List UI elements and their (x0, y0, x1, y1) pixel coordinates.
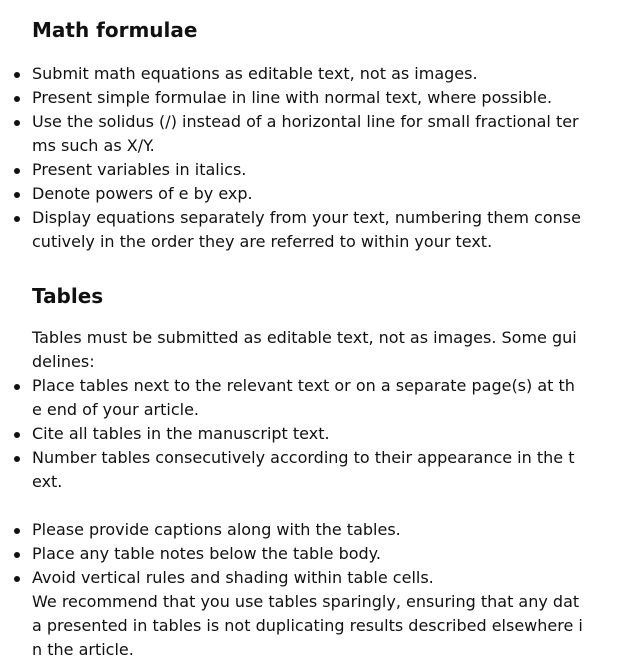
list-item: Use the solidus (/) instead of a horizontal line for small fractional terms such as X/Y. (32, 110, 584, 158)
list-item: Place tables next to the relevant text or on a separate page(s) at the end of your article. (32, 374, 584, 422)
list-spacer (32, 494, 584, 518)
tables-caption-guidelines-list (32, 518, 584, 590)
list-item: Cite all tables in the manuscript text. (32, 422, 584, 446)
list-item: Present simple formulae in line with normal text, where possible. (32, 86, 584, 110)
guidelines-content (32, 16, 584, 662)
list-item: Submit math equations as editable text, not as images. (32, 62, 584, 86)
math-formulae-heading: Math formulae (32, 18, 198, 42)
list-item: Avoid vertical rules and shading within table cells. (32, 566, 584, 590)
list-item: Place any table notes below the table body. (32, 542, 584, 566)
list-item: Display equations separately from your text, numbering them consecutively in the order they are referred to within your text. (32, 206, 584, 254)
tables-heading: Tables (32, 284, 104, 308)
tables-guidelines-list (32, 374, 584, 494)
list-item: Denote powers of e by exp. (32, 182, 584, 206)
list-item: Present variables in italics. (32, 158, 584, 182)
math-guidelines-list (32, 62, 584, 254)
tables-intro-text: Tables must be submitted as editable text, not as images. Some guidelines: (32, 328, 577, 371)
list-item: Please provide captions along with the tables. (32, 518, 584, 542)
list-item: Number tables consecutively according to their appearance in the text. (32, 446, 584, 494)
tables-recommendation-text: We recommend that you use tables sparingly, ensuring that any data presented in tables is not duplicating results described elsewhere in the article. (32, 592, 583, 659)
